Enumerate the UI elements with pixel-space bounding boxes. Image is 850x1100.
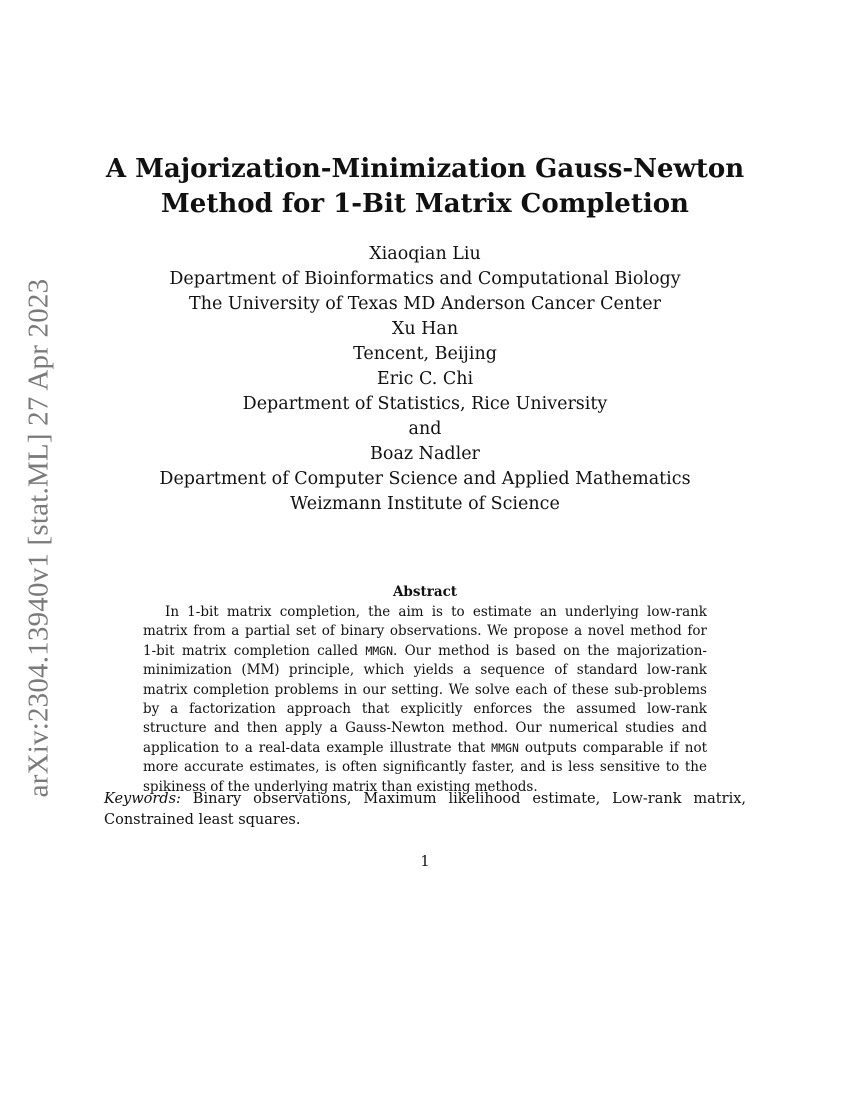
paper-title-line-1: A Majorization-Minimization Gauss-Newton [105,154,745,184]
paper-title [90,152,760,222]
author-line: Xu Han [391,319,459,339]
page-number: 1 [420,854,430,870]
paper-title-line-2: Method for 1-Bit Matrix Completion [161,189,689,219]
arxiv-identifier-stamp [19,278,59,798]
abstract-text-part-2: . Our method is based on the majorization-minimization (MM) principle, which yields a sequence of standard low-rank matrix completion problems in our setting. We solve each of these sub-problems by a factorization approach that explicitly enforces the assumed low-rank structure and then apply a Gauss-Newton method. Our numerical studies and application to a real-data example illustrate that [143,642,707,756]
author-line: Department of Computer Science and Applied Mathematics [159,469,691,489]
arxiv-identifier-text: arXiv:2304.13940v1 [stat.ML] 27 Apr 2023 [22,278,55,798]
author-line: Department of Bioinformatics and Computational Biology [169,269,681,289]
author-line: Weizmann Institute of Science [290,494,560,514]
author-line: Tencent, Beijing [353,344,497,364]
abstract-text-part-3: outputs comparable if not more accurate estimates, is often significantly faster, and is less sensitive to the spikiness of the underlying matrix than existing methods. [143,739,707,795]
keywords-text: Binary observations, Maximum likelihood estimate, Low-rank matrix, Constrained least squares. [104,791,746,828]
author-line: and [408,419,442,439]
method-name: MMGN [365,643,394,658]
method-name: MMGN [491,740,519,755]
keywords [104,789,746,831]
abstract-body [143,603,707,797]
author-line: Boaz Nadler [370,444,480,464]
author-line: Xiaoqian Liu [369,244,481,264]
keywords-label: Keywords: [104,791,181,807]
abstract-heading: Abstract [392,584,458,600]
author-line: Department of Statistics, Rice University [242,394,608,414]
author-block [100,242,750,517]
author-line: Eric C. Chi [376,369,474,389]
abstract-text-part-1: In 1-bit matrix completion, the aim is to estimate an underlying low-rank matrix from a partial set of binary observations. We propose a novel method for 1-bit matrix completion called [143,604,707,659]
author-line: The University of Texas MD Anderson Cancer Center [189,294,661,314]
